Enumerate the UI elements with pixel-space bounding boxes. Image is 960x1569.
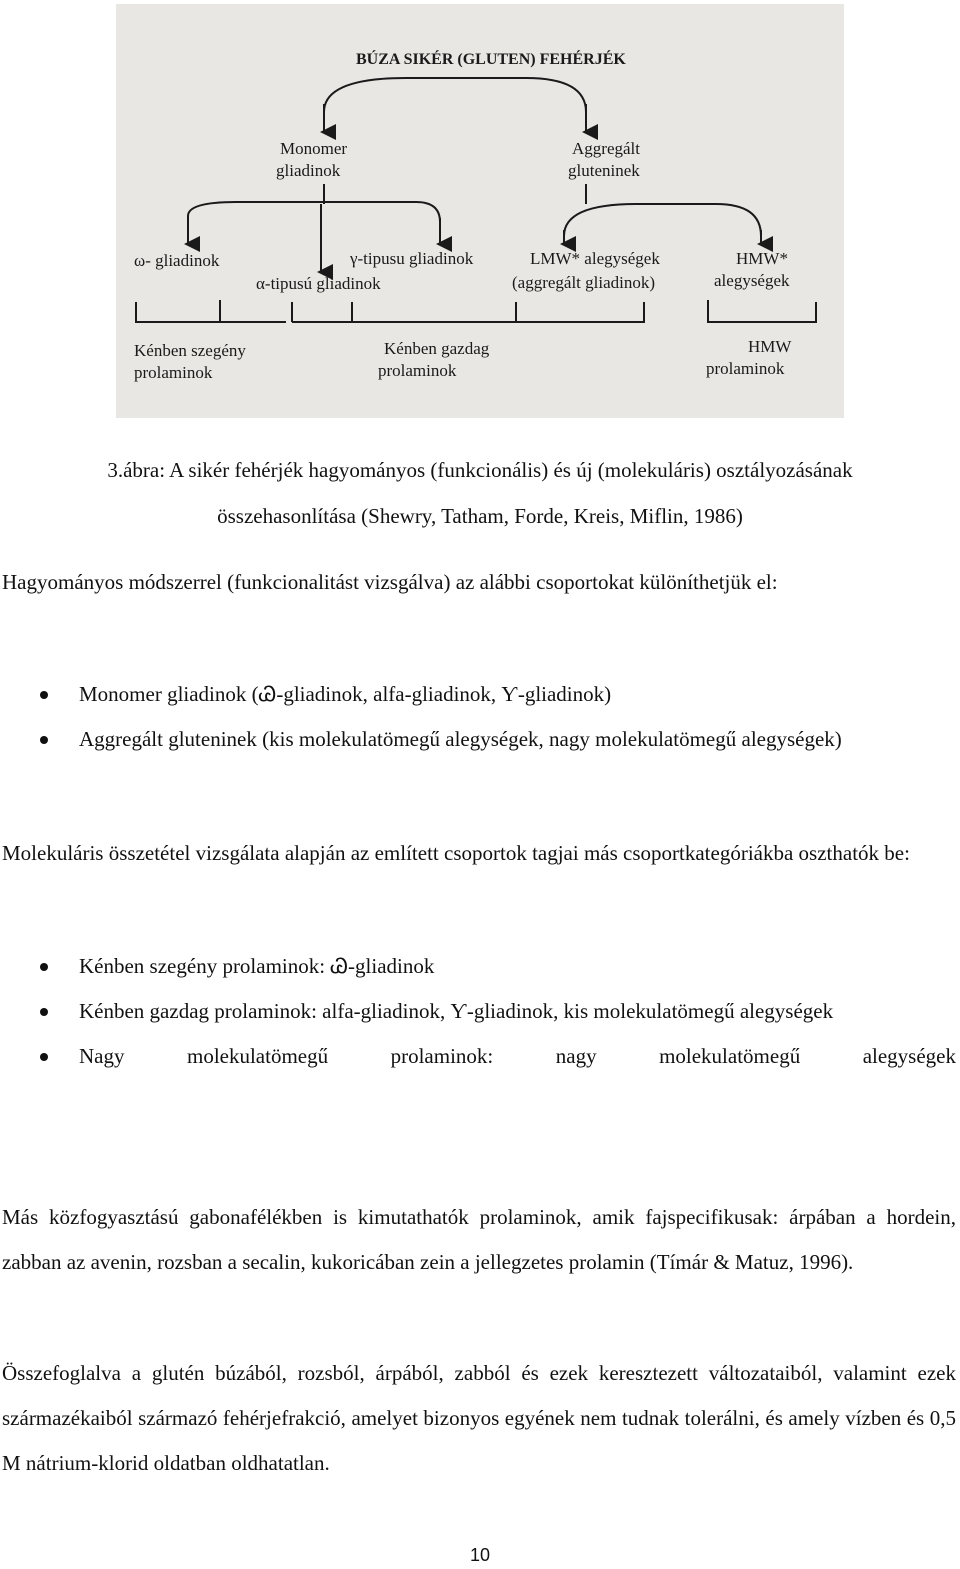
list-item: Nagy molekulatömegű prolaminok: nagy molekulatömegű alegységek bbox=[0, 1034, 956, 1079]
figure-caption-line-1: 3.ábra: A sikér fehérjék hagyományos (funkcionális) és új (molekuláris) osztályozásának bbox=[107, 458, 853, 482]
aggregalt-label-1: Aggregált bbox=[572, 139, 640, 158]
rich-label-2: prolaminok bbox=[378, 361, 457, 380]
aggregalt-label-2: gluteninek bbox=[568, 161, 640, 180]
hmw-label-1: HMW* bbox=[736, 249, 788, 268]
monomer-bracket-line bbox=[188, 202, 440, 236]
bullet-icon bbox=[40, 736, 48, 744]
paragraph-summary: Összefoglalva a glutén búzából, rozsból, árpából, zabból és ezek keresztezett változataiból, valamint ezek származékaiból származó fehérjefrakció, amelyet bizonyos egyének nem tudnak tolerálni, és amely vízben és 0,5 M nátrium-klorid oldatban oldhatatlan. bbox=[2, 1361, 956, 1475]
hmw-label-2: alegységek bbox=[714, 271, 790, 290]
omega-label: ω- gliadinok bbox=[134, 251, 220, 270]
paragraph-traditional: Hagyományos módszerrel (funkcionalitást vizsgálva) az alábbi csoportokat különíthetjük el: bbox=[2, 570, 778, 594]
poor-bracket-left bbox=[136, 302, 286, 322]
alpha-label: α-tipusú gliadinok bbox=[256, 274, 381, 293]
gluten-classification-diagram bbox=[116, 4, 844, 418]
list-item: Kénben gazdag prolaminok: alfa-gliadinok, Ƴ-gliadinok, kis molekulatömegű alegységek bbox=[0, 989, 956, 1034]
classification-figure bbox=[116, 4, 844, 418]
bullet-icon bbox=[40, 1008, 48, 1016]
aggregalt-bracket-line bbox=[564, 204, 761, 236]
lmw-label-1: LMW* alegységek bbox=[530, 249, 660, 268]
list-item: Monomer gliadinok (Ꮚ-gliadinok, alfa-gliadinok, Ƴ-gliadinok) bbox=[0, 672, 956, 717]
list-item: Kénben szegény prolaminok: Ꮚ-gliadinok bbox=[0, 944, 956, 989]
bullet-icon bbox=[40, 963, 48, 971]
top-bracket-line bbox=[324, 78, 586, 112]
poor-label-2: prolaminok bbox=[134, 363, 213, 382]
bullet-icon bbox=[40, 691, 48, 699]
paragraph-molecular: Molekuláris összetétel vizsgálata alapján az említett csoportok tagjai más csoportkategóriákba oszthatók be: bbox=[2, 841, 910, 865]
bullet-icon bbox=[40, 1053, 48, 1061]
page-number: 10 bbox=[469, 1545, 491, 1565]
figure-title: BÚZA SIKÉR (GLUTEN) FEHÉRJÉK bbox=[356, 51, 626, 68]
molecular-groups-list bbox=[0, 944, 956, 1079]
lmw-label-2: (aggregált gliadinok) bbox=[512, 273, 656, 292]
hmw-prolamin-label-2: prolaminok bbox=[706, 359, 785, 378]
hmw-prolamin-label-1: HMW bbox=[748, 337, 792, 356]
gamma-label: γ-tipusu gliadinok bbox=[350, 249, 474, 268]
paragraph-other-cereals: Más közfogyasztású gabonafélékben is kimutathatók prolaminok, amik fajspecifikusak: árpában a hordein, zabban az avenin, rozsban a secalin, kukoricában zein a jellegzetes prolamin (Tímár & Matuz, 1996). bbox=[2, 1205, 956, 1274]
rich-label-1: Kénben gazdag bbox=[384, 339, 490, 358]
rich-bracket bbox=[292, 302, 644, 322]
monomer-label-1: Monomer bbox=[280, 139, 348, 158]
figure-caption-line-2: összehasonlítása (Shewry, Tatham, Forde, Kreis, Miflin, 1986) bbox=[217, 504, 743, 528]
hmw-bracket bbox=[708, 302, 816, 322]
traditional-groups-list bbox=[0, 672, 956, 762]
poor-label-1: Kénben szegény bbox=[134, 341, 246, 360]
monomer-label-2: gliadinok bbox=[276, 161, 341, 180]
list-item: Aggregált gluteninek (kis molekulatömegű alegységek, nagy molekulatömegű alegységek) bbox=[0, 717, 956, 762]
